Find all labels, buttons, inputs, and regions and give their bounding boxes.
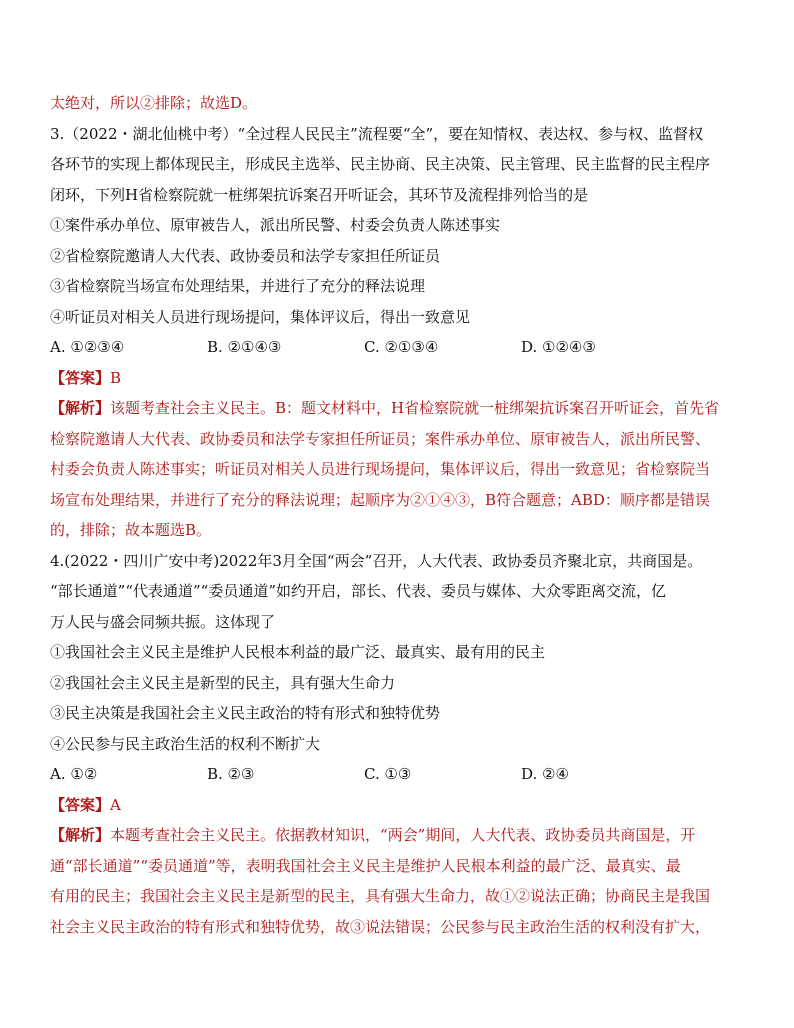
question-4-analysis-line <box>50 820 754 851</box>
answer-value: B <box>110 368 122 387</box>
question-3-item: ②省检察院邀请人大代表、政协委员和法学专家担任所证员 <box>50 246 441 265</box>
option-c: C. ①③ <box>364 765 412 783</box>
question-3-stem-line: 闭环，下列H省检察院就一桩绑架抗诉案召开听证会，其环节及流程排列恰当的是 <box>50 185 589 204</box>
option-b: B. ②①④③ <box>207 338 282 356</box>
analysis-tag: 【解析】 <box>50 826 111 844</box>
question-4-stem-line: 万人民与盛会同频共振。这体现了 <box>50 612 276 631</box>
question-4-analysis-line: 社会主义民主政治的特有形式和独特优势，故③说法错误；公民参与民主政治生活的权利没有扩大， <box>50 917 711 936</box>
question-4-item: ④公民参与民主政治生活的权利不断扩大 <box>50 734 321 753</box>
question-3 <box>50 119 754 546</box>
question-4-stem-line: 4.(2022・四川广安中考)2022年3月全国“两会”召开，人大代表、政协委员齐聚北京，共商国是。 <box>50 551 703 570</box>
question-4-analysis-line: 通“部长通道”“委员通道”等，表明我国社会主义民主是维护人民根本利益的最广泛、最真实、最 <box>50 856 681 875</box>
question-3-item: ④听证员对相关人员进行现场提问，集体评议后，得出一致意见 <box>50 307 471 326</box>
question-3-answer <box>50 363 754 394</box>
analysis-text: 该题考查社会主义民主。B：题文材料中，H省检察院就一桩绑架抗诉案召开听证会，首先省 <box>110 399 720 417</box>
question-4-stem-line: “部长通道”“代表通道”“委员通道”如约开启，部长、代表、委员与媒体、大众零距离交流，亿 <box>50 582 667 600</box>
question-3-analysis-line: 检察院邀请人大代表、政协委员和法学专家担任所证员；案件承办单位、原审被告人，派出所民警、 <box>50 429 711 448</box>
question-4 <box>50 546 754 943</box>
question-3-item: ③省检察院当场宣布处理结果，并进行了充分的释法说理 <box>50 277 426 295</box>
question-3-item: ①案件承办单位、原审被告人，派出所民警、村委会负责人陈述事实 <box>50 216 501 234</box>
answer-tag: 【答案】 <box>50 368 111 387</box>
option-a: A. ①② <box>50 765 98 783</box>
answer-value: A <box>110 795 121 814</box>
option-a: A. ①②③④ <box>50 338 125 356</box>
question-3-stem-line: 各环节的实现上都体现民主，形成民主选举、民主协商、民主决策、民主管理、民主监督的民主程序 <box>50 155 711 173</box>
question-3-analysis-line <box>50 393 754 424</box>
analysis-text: 本题考查社会主义民主。依据教材知识，“两会”期间，人大代表、政协委员共商国是，开 <box>110 826 696 844</box>
question-3-analysis-line: 村委会负责人陈述事实；听证员对相关人员进行现场提问，集体评议后，得出一致意见；省检察院当 <box>50 460 711 478</box>
option-c: C. ②①③④ <box>364 338 439 356</box>
question-3-analysis-line: 场宣布处理结果，并进行了充分的释法说理；起顺序为②①④③，B符合题意；ABD：顺序都是错误 <box>50 490 710 509</box>
question-3-options <box>50 332 754 363</box>
question-4-item: ③民主决策是我国社会主义民主政治的特有形式和独特优势 <box>50 704 441 722</box>
question-4-answer <box>50 790 754 821</box>
question-3-analysis-line: 的，排除；故本题选B。 <box>50 521 212 539</box>
question-4-options <box>50 759 754 790</box>
analysis-tag: 【解析】 <box>50 399 111 417</box>
question-4-item: ②我国社会主义民主是新型的民主，具有强大生命力 <box>50 673 396 692</box>
previous-answer-tail: 太绝对，所以②排除；故选D。 <box>50 94 258 112</box>
question-4-analysis-line: 有用的民主；我国社会主义民主是新型的民主，具有强大生命力，故①②说法正确；协商民主是我国 <box>50 887 711 905</box>
document-page <box>50 88 754 942</box>
option-d: D. ②④ <box>521 765 569 783</box>
option-d: D. ①②④③ <box>521 338 596 356</box>
question-4-item: ①我国社会主义民主是维护人民根本利益的最广泛、最真实、最有用的民主 <box>50 643 546 661</box>
question-3-stem-line: 3.（2022・湖北仙桃中考）“全过程人民民主”流程要“全”，要在知情权、表达权、参与权、监督权 <box>50 124 704 143</box>
answer-tag: 【答案】 <box>50 795 111 814</box>
option-b: B. ②③ <box>207 765 255 783</box>
